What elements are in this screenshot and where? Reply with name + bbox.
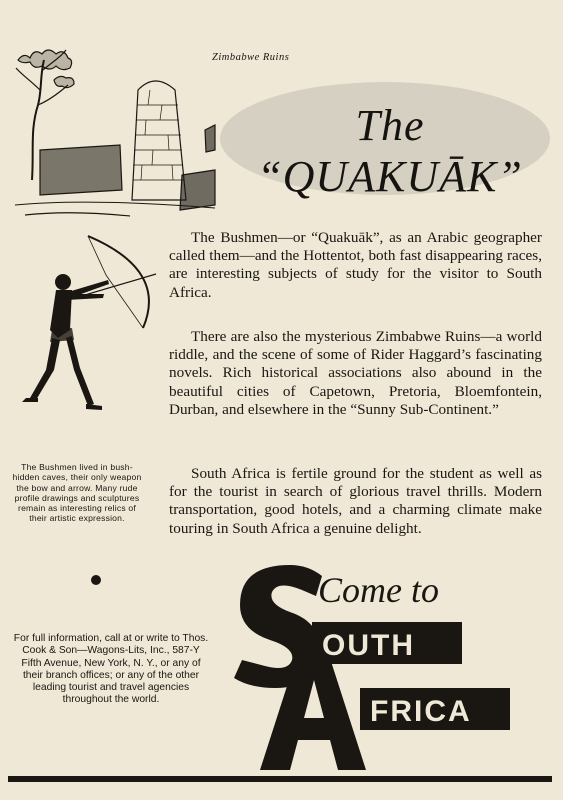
come-to-south-africa-logo: [220, 560, 520, 775]
illustration-caption-bushmen: The Bushmen lived in bush-hidden caves, their only weapon the bow and arrow. Many rude profile drawings and sculptures remain as interesting relics of their artistic expression.: [12, 462, 142, 524]
bushman-archer-illustration: [8, 230, 158, 425]
bottom-rule: [8, 776, 552, 782]
body-paragraph-1: The Bushmen—or “Quakuāk”, as an Arabic geographer called them—and the Hottentot, both fast disappearing races, are interesting subjects of study for the visitor to South Africa.: [169, 229, 542, 301]
illustration-caption-zimbabwe: Zimbabwe Ruins: [212, 52, 290, 63]
body-paragraph-3: South Africa is fertile ground for the student as well as for the tourist in search of glorious travel thrills. Modern transportation, good hotels, and a charming climate make touring in South Africa a genuine delight.: [169, 465, 542, 537]
contact-info-block: For full information, call at or write to Thos. Cook & Son—Wagons-Lits, Inc., 587-Y Fifth Avenue, New York, N. Y., or any of their branch offices; or any of the other leading tourist and travel agencies throughout the world.: [13, 633, 209, 706]
zimbabwe-ruins-illustration: [10, 30, 220, 225]
body-paragraph-2: There are also the mysterious Zimbabwe Ruins—a world riddle, and the scene of some of Rider Haggard’s fascinating novels. Rich historical associations also abound in the beautiful cities of Capetown, Pretoria, Bloemfontein, Durban, and elsewhere in the “Sunny Sub-Continent.”: [169, 328, 542, 418]
logo-africa-text: FRICA: [370, 695, 472, 728]
logo-south-text: OUTH: [322, 629, 415, 662]
logo-come-to-text: Come to: [318, 570, 439, 610]
bullet-dot: [91, 575, 101, 585]
ad-title: The “QUAKUĀK”: [257, 101, 523, 201]
